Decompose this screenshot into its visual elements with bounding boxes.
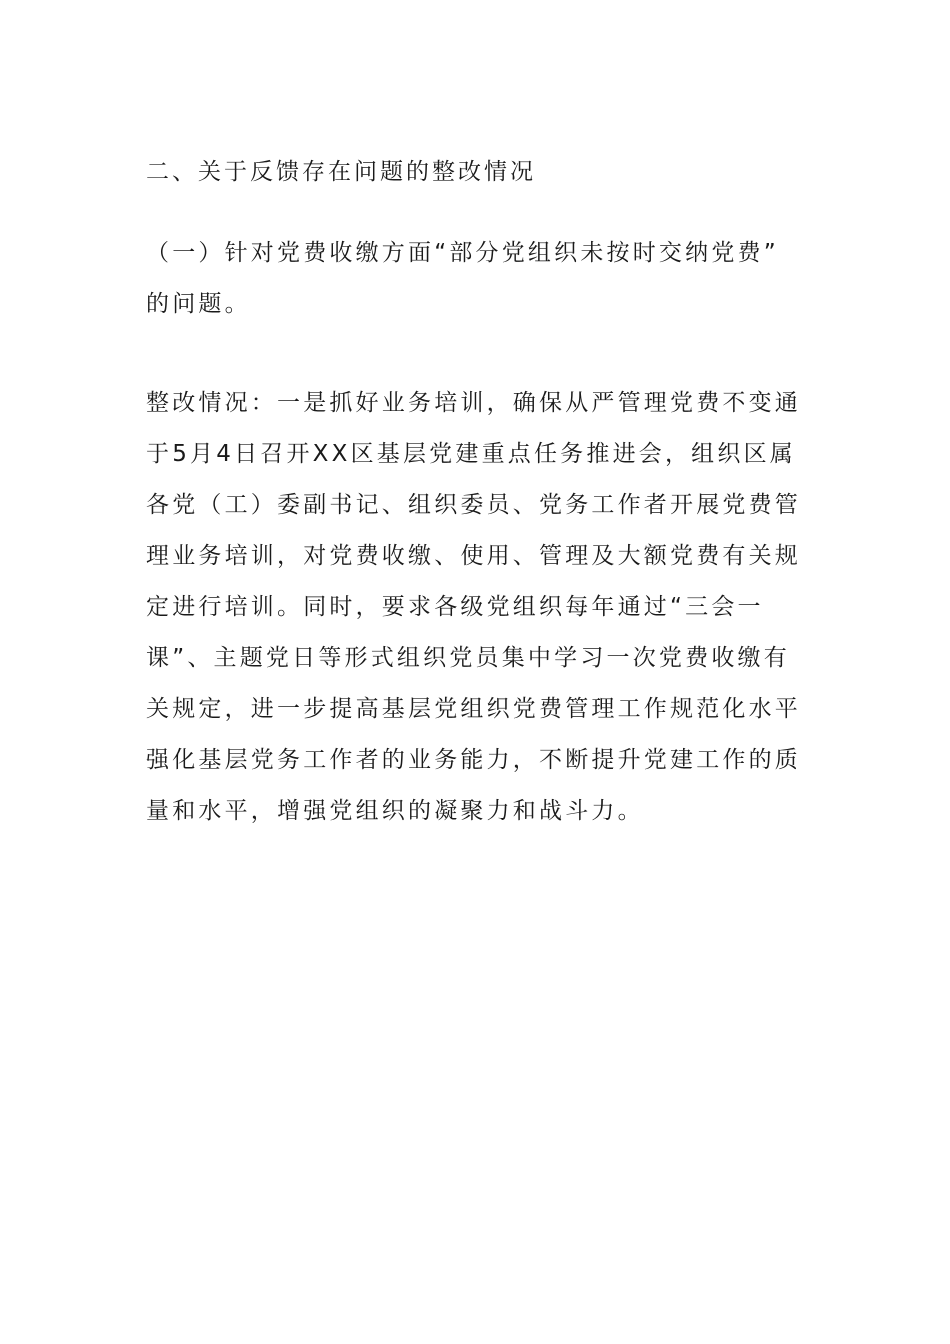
document-body	[146, 152, 806, 837]
paragraph-line: 定进行培训。同时，要求各级党组织每年通过“三会一	[146, 594, 764, 620]
paragraph-line: 于5月4日召开XX区基层党建重点任务推进会，组织区属	[146, 441, 796, 467]
paragraph-line: 关规定，进一步提高基层党组织党费管理工作规范化水平	[146, 696, 801, 722]
paragraph-line: 各党（工）委副书记、组织委员、党务工作者开展党费管	[146, 492, 801, 518]
paragraph-line: 量和水平，增强党组织的凝聚力和战斗力。	[146, 798, 644, 824]
rectification-paragraph	[146, 378, 806, 837]
issue-heading	[146, 228, 806, 330]
paragraph-line: 课”、主题党日等形式组织党员集中学习一次党费收缴有	[146, 645, 790, 671]
paragraph-line: 整改情况：一是抓好业务培训，确保从严管理党费不变通	[146, 390, 801, 416]
section-heading: 二、关于反馈存在问题的整改情况	[146, 159, 536, 185]
paragraph-line: 理业务培训，对党费收缴、使用、管理及大额党费有关规	[146, 543, 801, 569]
issue-heading-line: 的问题。	[146, 291, 251, 317]
issue-heading-line: （一）针对党费收缴方面“部分党组织未按时交纳党费”	[146, 240, 779, 266]
paragraph-line: 强化基层党务工作者的业务能力，不断提升党建工作的质	[146, 747, 801, 773]
